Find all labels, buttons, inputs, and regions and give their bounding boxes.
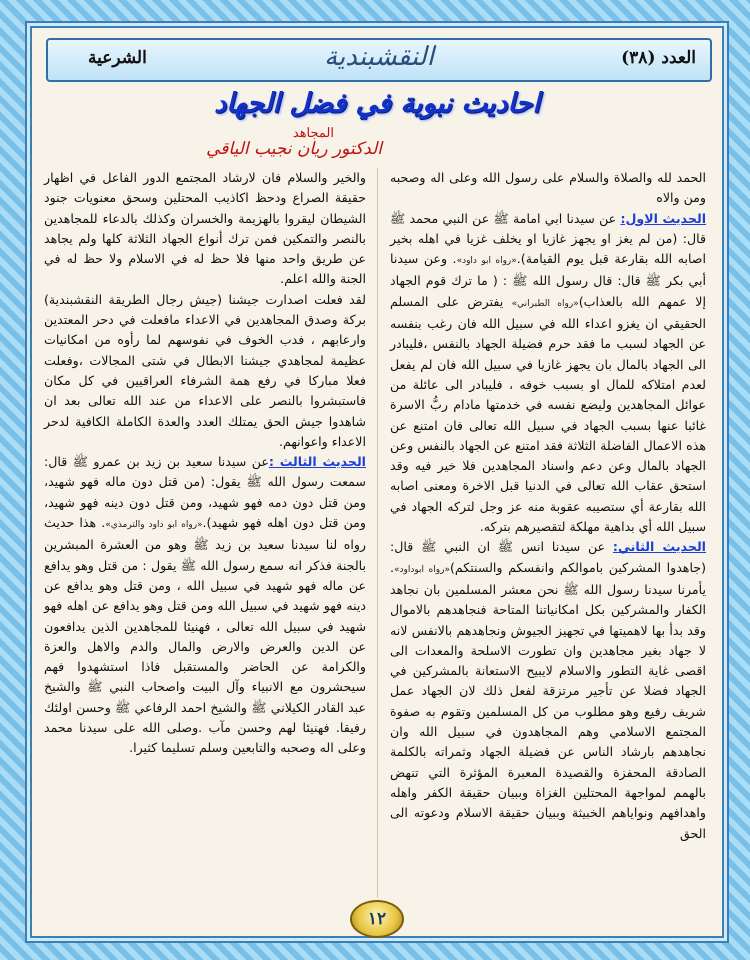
hadith-1b-text: . وعن سيدنا أبي بكر ﷺ قال: قال رسول الله ﷺ : ( ما ترك قوم الجهاد إلا عمهم الله بالعذاب) (390, 251, 706, 309)
hadith-3 (44, 452, 366, 758)
hadith-1-heading: الحديث الاول: (620, 210, 707, 226)
commentary-1: يفترض على المسلم الحقيقي ان يغزو اعداء الله في سبيل الله فان رغب بنفسه عن الجهاد لسبب ما فقد حرم فضيلة الجهاد بالنفس ،فليبادر الى الجهاد بالمال بان يجهز غازيا في سبيل الله فان لم يفعل لعدم امتلاكه للمال او بسبب خوفه ، فليبادر الى عائلة من عوائل المجاهدين وليضع نفسه في خدمتها مادام ربُّ الاسرة غائبا عنها بسبب الجهاد في سبيل الله تعالى فان امتنع عن هذه الاعمال الفاضلة الثلاثة فقد امتنع عن الجهاد بالنفس وعن الجهاد بالمال وعن دعم واسناد المجاهدين فلا خير فيه وقد استحق عقاب الله تعالى في الدنيا قبل الاخرة ومعنى اصابه الله بقارعة أي ستصيبه عقوبة منه عز وجل لتركه الجهاد في سبيل الله أي بداهية مهلكة لتقصيرهم بتركه. (390, 293, 706, 535)
hadith-1b-reference: «رواه الطبراني» (511, 298, 579, 309)
section-name: الشرعية (88, 48, 147, 68)
intro-paragraph: الحمد لله والصلاة والسلام على رسول الله وعلى اله وصحبه ومن والاه (390, 170, 706, 206)
issue-number: العدد (٣٨) (621, 48, 696, 68)
hadith-2 (390, 537, 706, 843)
magazine-logo: النقشبندية (324, 42, 434, 72)
page-content (30, 26, 724, 938)
hadith-1-reference: «رواه ابو داود» (456, 256, 517, 267)
hadith-1 (390, 209, 706, 538)
hadith-3-text: عن سيدنا سعيد بن زيد بن عمرو ﷺ قال: سمعت رسول الله ﷺ يقول: (من قتل دون ماله فهو شهيد، ومن قتل دون دمه فهو شهيد، ومن قتل دون دينه فهو شهيد، ومن قتل دون اهله فهو شهيد). (44, 454, 366, 531)
commentary-3: . هذا حديث رواه لنا سيدنا سعيد بن زيد ﷺ وهو من العشرة المبشرين بالجنة فذكر انه سمع رسول الله ﷺ يقول : من قتل وهو يدافع عن ماله فهو شهيد في سبيل الله ، ومن قتل وهو يدافع عن دينه فهو شهيد في سبيل الله ومن قتل وهو يدافع عن اهله فهو شهيد في سبيل الله تعالى ، فهنيئا للمجاهدين الذين يدافعون عن الدين والعرض والارض والمال والدم والاهل والعزة والكرامة عن الحاضر والمستقبل فاذا استشهدوا فهم سيحشرون مع الانبياء وآل البيت واصحاب النبي ﷺ والشيخ عبد القادر الكيلاني ﷺ والشيخ احمد الرفاعي ﷺ وحسن اولئك رفيقا. فهنيئا لهم وحسن مآب .وصلى الله على سيدنا محمد وعلى اله وصحبه والتابعين وسلم تسليما كثيرا. (44, 515, 366, 756)
hadith-2-heading: الحديث الثاني: (612, 539, 706, 555)
right-column (390, 168, 706, 844)
page-header (46, 38, 712, 82)
commentary-2-continued: والخير والسلام فان لارشاد المجتمع الدور الفاعل في اظهار حقيقة الصراع ودحظ اكاذيب المحتلين وسحق معنويات جنود الشيطان ليقروا بالهزيمة والخسران وكذلك بالدعاء للمجاهدين بالنصر والتمكين فمن ترك أنواع الجهاد الثلاثة كلها ولم يجاهد عن طريق واحد منها فلا حظ له في الاسلام ولا حظ له في الجنة والله اعلم. (44, 170, 366, 287)
author-name: الدكتور ريان نجيب الياقي (206, 139, 382, 159)
left-column (44, 168, 366, 759)
commentary-2: . يأمرنا سيدنا رسول الله ﷺ نحن معشر المسلمين بان نجاهد الكفار والمشركين بكل امكانياتنا المتاحة فنجاهدهم بالاموال وقد بدأ بها لاهميتها في تجهيز الجيوش ونجاهدهم بالانفس لانه لا جهاد بغير مجاهدين وان تطورت الاسلحة والمعدات الى اقصى غاية التطور والاسلام لايبيح الاستعانة بالمشركين في الجهاد فضلا عن تأجير مرتزقة لفعل ذلك لان الجهاد عمل شريف رفيع وهو مطلوب من كل المسلمين وتقوم به صفوة المجتمع الاسلامي وهم المجاهدون في سبيل الله وان نجاهدهم بارشاد الناس عن فضيلة الجهاد وثمراته بالكلمة الصادقة المحفزة والقصيدة المعبرة المؤثرة التي تنهض بالهمم لمواجهة المحتلين الغزاة وببيان حقيقة الكفر واهله واهدافهم ونواياهم الخبيثة وببيان حقيقة الاسلام ودعوته الى الحق (390, 559, 706, 841)
hadith-1-text: عن سيدنا ابي امامة ﷺ عن النبي محمد ﷺ قال: (من لم يغز او يجهز غازيا او يخلف غزيا في اهله بخير اصابه الله بقارعة قبل يوم القيامة). (390, 210, 706, 267)
page-number-badge: ١٢ (350, 900, 404, 938)
hadith-3-reference: «رواه ابو داود والترمذي» (105, 520, 203, 531)
author-block (52, 126, 382, 159)
column-divider (377, 168, 378, 898)
article-title: احاديث نبوية في فضل الجهاد (214, 88, 540, 119)
hadith-2-text: عن سيدنا انس ﷺ ان النبي ﷺ قال:(جاهدوا المشركين باموالكم وانفسكم والسنتكم) (390, 539, 706, 575)
author-label: المجاهد (292, 126, 334, 141)
hadith-3-heading: الحديث الثالث : (268, 454, 366, 470)
hadith-2-reference: «رواه ابوداود» (394, 564, 450, 575)
army-paragraph: لقد فعلت اصدارت جيشنا (جيش رجال الطريقة النقشبندية) بركة وصدق المجاهدين في الاعداء مافعلت في دحر المعتدين وارعابهم ، فدب الخوف في نفوسهم لما رأوه من امكانيات عظيمة لمجاهدي جيشنا الابطال في شتى المجالات ،وفعلت فعلا مباركا في رفع همة الشرفاء العراقيين في كل مكان فاستبشروا بالنصر على الاعداء من عند الله تعالى بعد ان شاهدوا جيش الحق يمتلك العدد والعدة الكاملة الكافية لدحر الاعداء واعوانهم. (44, 291, 366, 449)
